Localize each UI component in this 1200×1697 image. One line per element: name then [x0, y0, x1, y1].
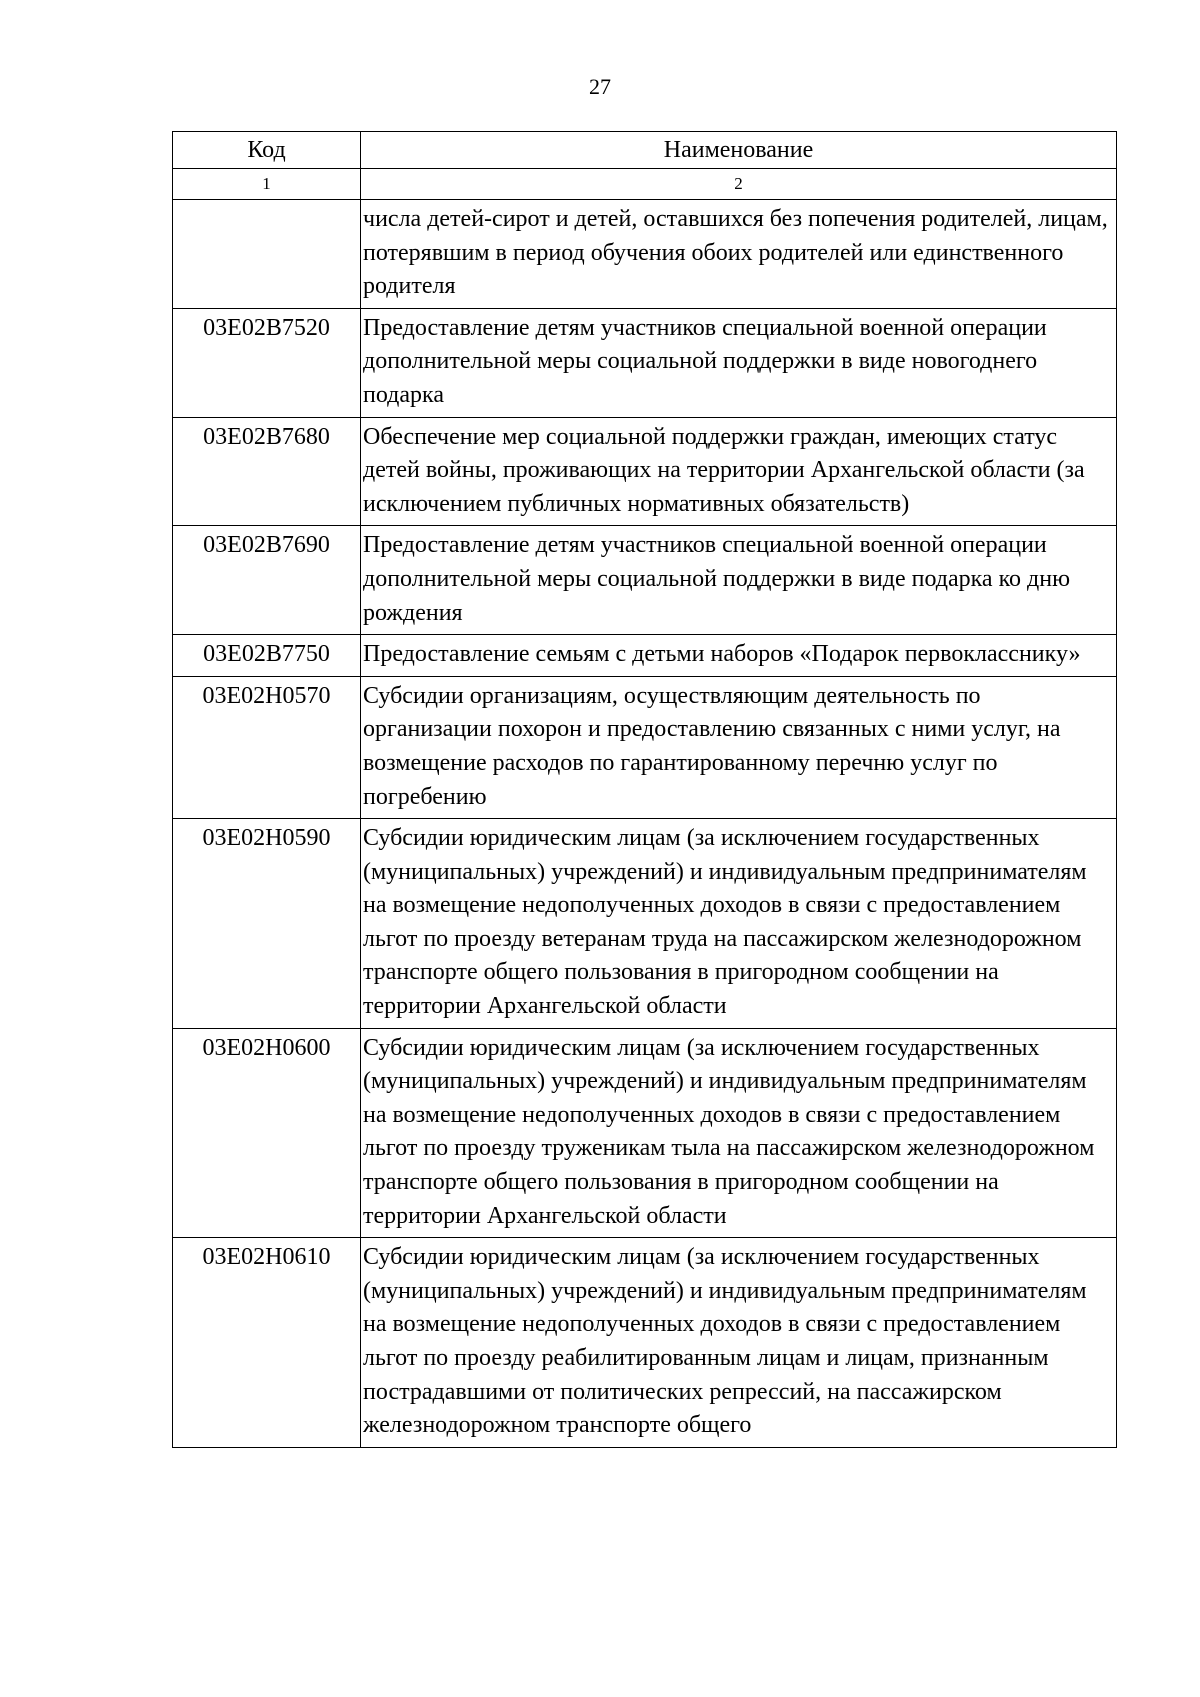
row-name: Субсидии организациям, осуществляющим деятельность по организации похорон и предоставлению связанных с ними услуг, на возмещение расходов по гарантированному перечню услуг по погребению	[361, 676, 1117, 818]
table-row	[173, 1238, 1117, 1448]
row-code: 03E02H0570	[173, 676, 361, 818]
row-name: Субсидии юридическим лицам (за исключением государственных (муниципальных) учреждений) и индивидуальным предпринимателям на возмещение недополученных доходов в связи с предоставлением льгот по проезду труженикам тыла на пассажирском железнодорожном транспорте общего пользования в пригородном сообщении на территории Архангельской области	[361, 1028, 1117, 1238]
row-code: 03E02B7750	[173, 635, 361, 677]
row-code: 03E02H0610	[173, 1238, 361, 1448]
row-name: числа детей-сирот и детей, оставшихся без попечения родителей, лицам, потерявшим в период обучения обоих родителей или единственного родителя	[361, 200, 1117, 309]
table-row	[173, 417, 1117, 526]
column-number-name: 2	[361, 169, 1117, 200]
table-header-row	[173, 132, 1117, 169]
table-row	[173, 819, 1117, 1029]
row-name: Предоставление детям участников специальной военной операции дополнительной меры социальной поддержки в виде подарка ко дню рождения	[361, 526, 1117, 635]
row-code: 03E02H0590	[173, 819, 361, 1029]
row-code: 03E02H0600	[173, 1028, 361, 1238]
row-name: Предоставление семьям с детьми наборов «Подарок первокласснику»	[361, 635, 1117, 677]
column-number-row	[173, 169, 1117, 200]
row-name: Субсидии юридическим лицам (за исключением государственных (муниципальных) учреждений) и индивидуальным предпринимателям на возмещение недополученных доходов в связи с предоставлением льгот по проезду реабилитированным лицам и лицам, признанным пострадавшими от политических репрессий, на пассажирском железнодорожном транспорте общего	[361, 1238, 1117, 1448]
table-row	[173, 526, 1117, 635]
header-name: Наименование	[361, 132, 1117, 169]
row-code: 03E02B7520	[173, 308, 361, 417]
table-row	[173, 308, 1117, 417]
budget-code-table	[172, 131, 1117, 1448]
table-row	[173, 200, 1117, 309]
row-name: Обеспечение мер социальной поддержки граждан, имеющих статус детей войны, проживающих на территории Архангельской области (за исключением публичных нормативных обязательств)	[361, 417, 1117, 526]
header-code: Код	[173, 132, 361, 169]
page-number: 27	[589, 74, 611, 99]
column-number-code: 1	[173, 169, 361, 200]
table-row	[173, 635, 1117, 677]
row-name: Субсидии юридическим лицам (за исключением государственных (муниципальных) учреждений) и индивидуальным предпринимателям на возмещение недополученных доходов в связи с предоставлением льгот по проезду ветеранам труда на пассажирском железнодорожном транспорте общего пользования в пригородном сообщении на территории Архангельской области	[361, 819, 1117, 1029]
table-row	[173, 1028, 1117, 1238]
row-code: 03E02B7680	[173, 417, 361, 526]
table-row	[173, 676, 1117, 818]
row-name: Предоставление детям участников специальной военной операции дополнительной меры социальной поддержки в виде новогоднего подарка	[361, 308, 1117, 417]
row-code: 03E02B7690	[173, 526, 361, 635]
row-code	[173, 200, 361, 309]
